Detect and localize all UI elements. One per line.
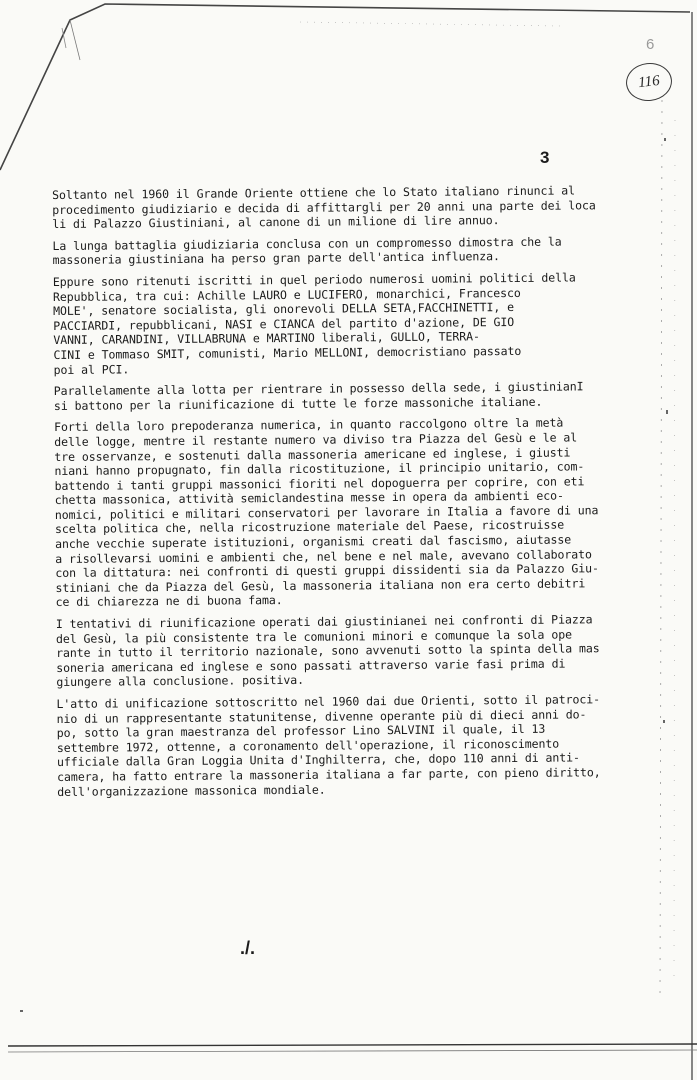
end-mark: ./. bbox=[240, 938, 256, 958]
margin-speck bbox=[20, 1010, 23, 1012]
paragraph-5: Forti della loro prepoderanza numerica, in quanto raccolgono oltre la metà delle logge, mentre il restante numero va diviso tra Piazza del Gesù e le al tre osservanze, e sostenuti dalla massoneria americane ed inglese, i giusti niani hanno propugnato, fin dalla ricostituzione, il principio unitario, com- battendo i tanti gruppi massonici fioriti nel dopoguerra per coprire, con eti chetta massonica, attività semiclandestina messe in opera da ambienti eco- nomici, politici e militari conservatori per lavorare in Italia a favore di una scelta politica che, nella ricostruzione materiale del Paese, ricostruisse anche vecchie superate istituzioni, organismi creati dal fascismo, aiutasse a risollevarsi uomini e ambienti che, nel bene e nel male, avevano collaborato con la dittatura: nei confronti di questi gruppi dissidenti sia da Palazzo Giu- stiniani che da Piazza del Gesù, la massoneria italiana non era certo debitri ce di chiarezza ne di buona fama. bbox=[54, 415, 599, 610]
paragraph-2: La lunga battaglia giudiziaria conclusa con un compromesso dimostra che la massoneria giustiniana ha perso gran parte dell'antica influenza. bbox=[52, 234, 562, 268]
page-number: 3 bbox=[540, 148, 550, 167]
margin-speck bbox=[663, 720, 665, 723]
archive-number: 6 bbox=[646, 36, 655, 53]
stamp-number: 116 bbox=[637, 72, 661, 91]
document-body bbox=[52, 183, 625, 806]
paragraph-7: L'atto di unificazione sottoscritto nel 1960 dai due Orienti, sotto il patroci- nio di un rappresentante statunitense, divenne operante più di dieci anni do- po, sotto la gran maestranza del professor Lino SALVINI il quale, il 13 settembre 1972, ottenne, a coronamento dell'operazione, il riconoscimento ufficiale dalla Gran Loggia Unita d'Inghilterra, che, dopo 110 anni di anti- camera, ha fatto entrare la massoneria italiana a far parte, con pieno diritto, dell'organizzazione massonica mondiale. bbox=[56, 692, 601, 799]
paragraph-4: Parallelamente alla lotta per rientrare in possesso della sede, i giustinianI si battono per la riunificazione di tutte le forze massoniche italiane. bbox=[53, 379, 584, 413]
paragraph-3: Eppure sono ritenuti iscritti in quel periodo numerosi uomini politici della Repubblica, tra cui: Achille LAURO e LUCIFERO, monarchici, Francesco MOLE', senatore socialista, gli onorevoli DELLA SETA,FACCHINETTI, e PACCIARDI, repubblicani, NASI e CIANCA del partito d'azione, DE GIO VANNI, CARANDINI, VILLABRUNA e MARTINO liberali, GULLO, TERRA- CINI e Tommaso SMIT, comunisti, Mario MELLONI, democristiano passato poi al PCI. bbox=[52, 270, 576, 377]
paragraph-6: I tentativi di riunificazione operati dai giustinianei nei confronti di Piazza del Gesù, la più consistente tra le comunioni minori e comunque la sola ope rante in tutto il territorio nazionale, sono avvenuti sotto la spinta della mas soneria americana ed inglese e sono passati attraverso varie fasi prima di giungere alla conclusione. positiva. bbox=[55, 612, 600, 690]
margin-speck bbox=[666, 410, 668, 414]
paragraph-1: Soltanto nel 1960 il Grande Oriente ottiene che lo Stato italiano rinunci al procedimento giudiziario e decida di affittargli per 20 anni una parte dei loca li di Palazzo Giustiniani, al canone di un milione di lire annuo. bbox=[52, 183, 596, 232]
margin-speck bbox=[664, 138, 666, 141]
